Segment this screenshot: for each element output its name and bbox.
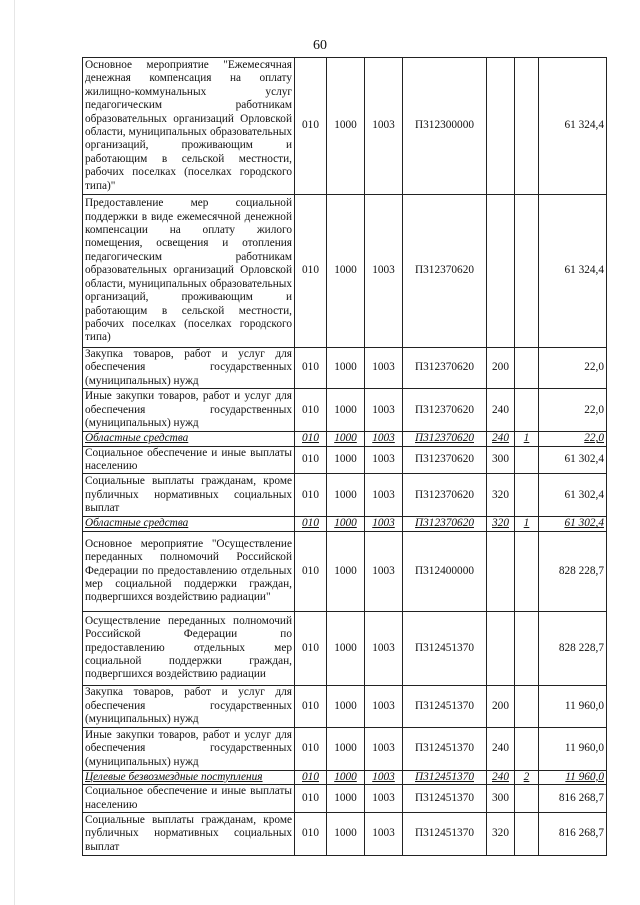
cell-sum: 828 228,7: [539, 611, 607, 685]
cell-rz: 1000: [327, 517, 365, 531]
cell-gr: 010: [295, 474, 327, 517]
table-row: [83, 611, 607, 685]
cell-csr: П312451370: [403, 727, 487, 770]
cell-sum: 61 302,4: [539, 474, 607, 517]
cell-csr: П312370620: [403, 517, 487, 531]
cell-gr: 010: [295, 432, 327, 446]
cell-gr: 010: [295, 531, 327, 611]
cell-src: [515, 195, 539, 348]
cell-gr: 010: [295, 389, 327, 432]
table-row: [83, 195, 607, 348]
table-row: [83, 389, 607, 432]
cell-vr: 320: [487, 813, 515, 856]
cell-rz: 1000: [327, 770, 365, 784]
cell-gr: 010: [295, 813, 327, 856]
cell-rz: 1000: [327, 389, 365, 432]
row-name: Осуществление переданных полномочий Российской Федерации по предоставлению отдельных мер социальной поддержки граждан, подвергшихся воздействию радиации: [83, 611, 295, 685]
cell-vr: [487, 531, 515, 611]
cell-csr: П312370620: [403, 348, 487, 389]
cell-rz: 1000: [327, 727, 365, 770]
cell-rz: 1000: [327, 685, 365, 727]
row-name: Социальное обеспечение и иные выплаты населению: [83, 446, 295, 474]
cell-vr: 240: [487, 389, 515, 432]
row-name: Областные средства: [83, 517, 295, 531]
cell-gr: 010: [295, 770, 327, 784]
cell-gr: 010: [295, 685, 327, 727]
cell-csr: П312370620: [403, 446, 487, 474]
cell-csr: П312451370: [403, 785, 487, 813]
cell-gr: 010: [295, 195, 327, 348]
table-row: [83, 785, 607, 813]
cell-vr: 240: [487, 432, 515, 446]
cell-csr: П312370620: [403, 195, 487, 348]
cell-pr: 1003: [365, 348, 403, 389]
cell-sum: 11 960,0: [539, 770, 607, 784]
cell-pr: 1003: [365, 432, 403, 446]
row-name: Социальные выплаты гражданам, кроме публичных нормативных социальных выплат: [83, 474, 295, 517]
cell-rz: 1000: [327, 446, 365, 474]
cell-sum: 61 302,4: [539, 517, 607, 531]
cell-sum: 61 302,4: [539, 446, 607, 474]
cell-src: [515, 348, 539, 389]
scan-edge-line: [14, 0, 15, 905]
cell-rz: 1000: [327, 531, 365, 611]
cell-vr: 240: [487, 727, 515, 770]
row-name: Закупка товаров, работ и услуг для обеспечения государственных (муниципальных) нужд: [83, 348, 295, 389]
cell-vr: 200: [487, 685, 515, 727]
cell-src: [515, 685, 539, 727]
cell-sum: 816 268,7: [539, 813, 607, 856]
page-number: 60: [313, 38, 327, 53]
cell-pr: 1003: [365, 474, 403, 517]
cell-src: [515, 446, 539, 474]
cell-src: [515, 474, 539, 517]
cell-src: [515, 389, 539, 432]
cell-gr: 010: [295, 517, 327, 531]
cell-rz: 1000: [327, 474, 365, 517]
cell-pr: 1003: [365, 517, 403, 531]
cell-src: [515, 813, 539, 856]
cell-vr: [487, 58, 515, 195]
cell-pr: 1003: [365, 727, 403, 770]
row-name: Основное мероприятие "Осуществление переданных полномочий Российской Федерации по предоставлению отдельных мер социальной поддержки граждан, подвергшихся воздействию радиации": [83, 531, 295, 611]
table-row: [83, 446, 607, 474]
cell-vr: 300: [487, 446, 515, 474]
cell-pr: 1003: [365, 58, 403, 195]
table-row: [83, 517, 607, 531]
table-row: [83, 685, 607, 727]
cell-pr: 1003: [365, 785, 403, 813]
cell-csr: П312451370: [403, 611, 487, 685]
cell-src: [515, 58, 539, 195]
cell-sum: 61 324,4: [539, 195, 607, 348]
cell-src: 1: [515, 432, 539, 446]
cell-rz: 1000: [327, 348, 365, 389]
table-row: [83, 348, 607, 389]
cell-src: 1: [515, 517, 539, 531]
cell-sum: 22,0: [539, 432, 607, 446]
cell-pr: 1003: [365, 685, 403, 727]
cell-sum: 828 228,7: [539, 531, 607, 611]
cell-sum: 61 324,4: [539, 58, 607, 195]
cell-csr: П312370620: [403, 389, 487, 432]
cell-gr: 010: [295, 58, 327, 195]
cell-pr: 1003: [365, 389, 403, 432]
cell-src: [515, 531, 539, 611]
cell-vr: 240: [487, 770, 515, 784]
table-row: [83, 58, 607, 195]
cell-pr: 1003: [365, 813, 403, 856]
cell-pr: 1003: [365, 195, 403, 348]
cell-pr: 1003: [365, 611, 403, 685]
cell-src: [515, 727, 539, 770]
row-name: Предоставление мер социальной поддержки в виде ежемесячной денежной компенсации на оплату жилого помещения, освещения и отопления педагогическим работникам образовательных организаций Орловской области, муниципальных образовательных организаций, проживающим и работающим в сельской местности, рабочих поселках (поселках городского типа): [83, 195, 295, 348]
cell-csr: П312451370: [403, 685, 487, 727]
cell-gr: 010: [295, 348, 327, 389]
cell-csr: П312451370: [403, 770, 487, 784]
table-row: [83, 727, 607, 770]
table-row: [83, 432, 607, 446]
cell-gr: 010: [295, 611, 327, 685]
cell-csr: П312370620: [403, 474, 487, 517]
row-name: Иные закупки товаров, работ и услуг для обеспечения государственных (муниципальных) нужд: [83, 389, 295, 432]
row-name: Иные закупки товаров, работ и услуг для обеспечения государственных (муниципальных) нужд: [83, 727, 295, 770]
cell-sum: 22,0: [539, 389, 607, 432]
cell-csr: П312451370: [403, 813, 487, 856]
cell-rz: 1000: [327, 58, 365, 195]
row-name: Социальные выплаты гражданам, кроме публичных нормативных социальных выплат: [83, 813, 295, 856]
cell-vr: 320: [487, 474, 515, 517]
cell-gr: 010: [295, 785, 327, 813]
table-row: [83, 813, 607, 856]
cell-csr: П312370620: [403, 432, 487, 446]
cell-vr: [487, 195, 515, 348]
cell-gr: 010: [295, 727, 327, 770]
cell-rz: 1000: [327, 785, 365, 813]
cell-csr: П312400000: [403, 531, 487, 611]
cell-sum: 22,0: [539, 348, 607, 389]
cell-pr: 1003: [365, 770, 403, 784]
row-name: Социальное обеспечение и иные выплаты населению: [83, 785, 295, 813]
budget-table: [82, 57, 607, 856]
cell-sum: 11 960,0: [539, 727, 607, 770]
cell-src: [515, 611, 539, 685]
cell-pr: 1003: [365, 446, 403, 474]
cell-src: [515, 785, 539, 813]
cell-gr: 010: [295, 446, 327, 474]
cell-rz: 1000: [327, 611, 365, 685]
cell-pr: 1003: [365, 531, 403, 611]
cell-rz: 1000: [327, 195, 365, 348]
cell-csr: П312300000: [403, 58, 487, 195]
table-row: [83, 770, 607, 784]
row-name: Целевые безвозмездные поступления: [83, 770, 295, 784]
table-row: [83, 531, 607, 611]
cell-vr: 200: [487, 348, 515, 389]
row-name: Основное мероприятие "Ежемесячная денежная компенсация на оплату жилищно-коммунальных услуг педагогическим работникам образовательных организаций Орловской области, муниципальных образовательных организаций, проживающим и работающим в сельской местности, рабочих поселках (поселках городского типа)": [83, 58, 295, 195]
cell-sum: 11 960,0: [539, 685, 607, 727]
cell-src: 2: [515, 770, 539, 784]
cell-vr: 300: [487, 785, 515, 813]
row-name: Закупка товаров, работ и услуг для обеспечения государственных (муниципальных) нужд: [83, 685, 295, 727]
table-row: [83, 474, 607, 517]
cell-vr: 320: [487, 517, 515, 531]
cell-rz: 1000: [327, 813, 365, 856]
row-name: Областные средства: [83, 432, 295, 446]
cell-sum: 816 268,7: [539, 785, 607, 813]
cell-rz: 1000: [327, 432, 365, 446]
cell-vr: [487, 611, 515, 685]
